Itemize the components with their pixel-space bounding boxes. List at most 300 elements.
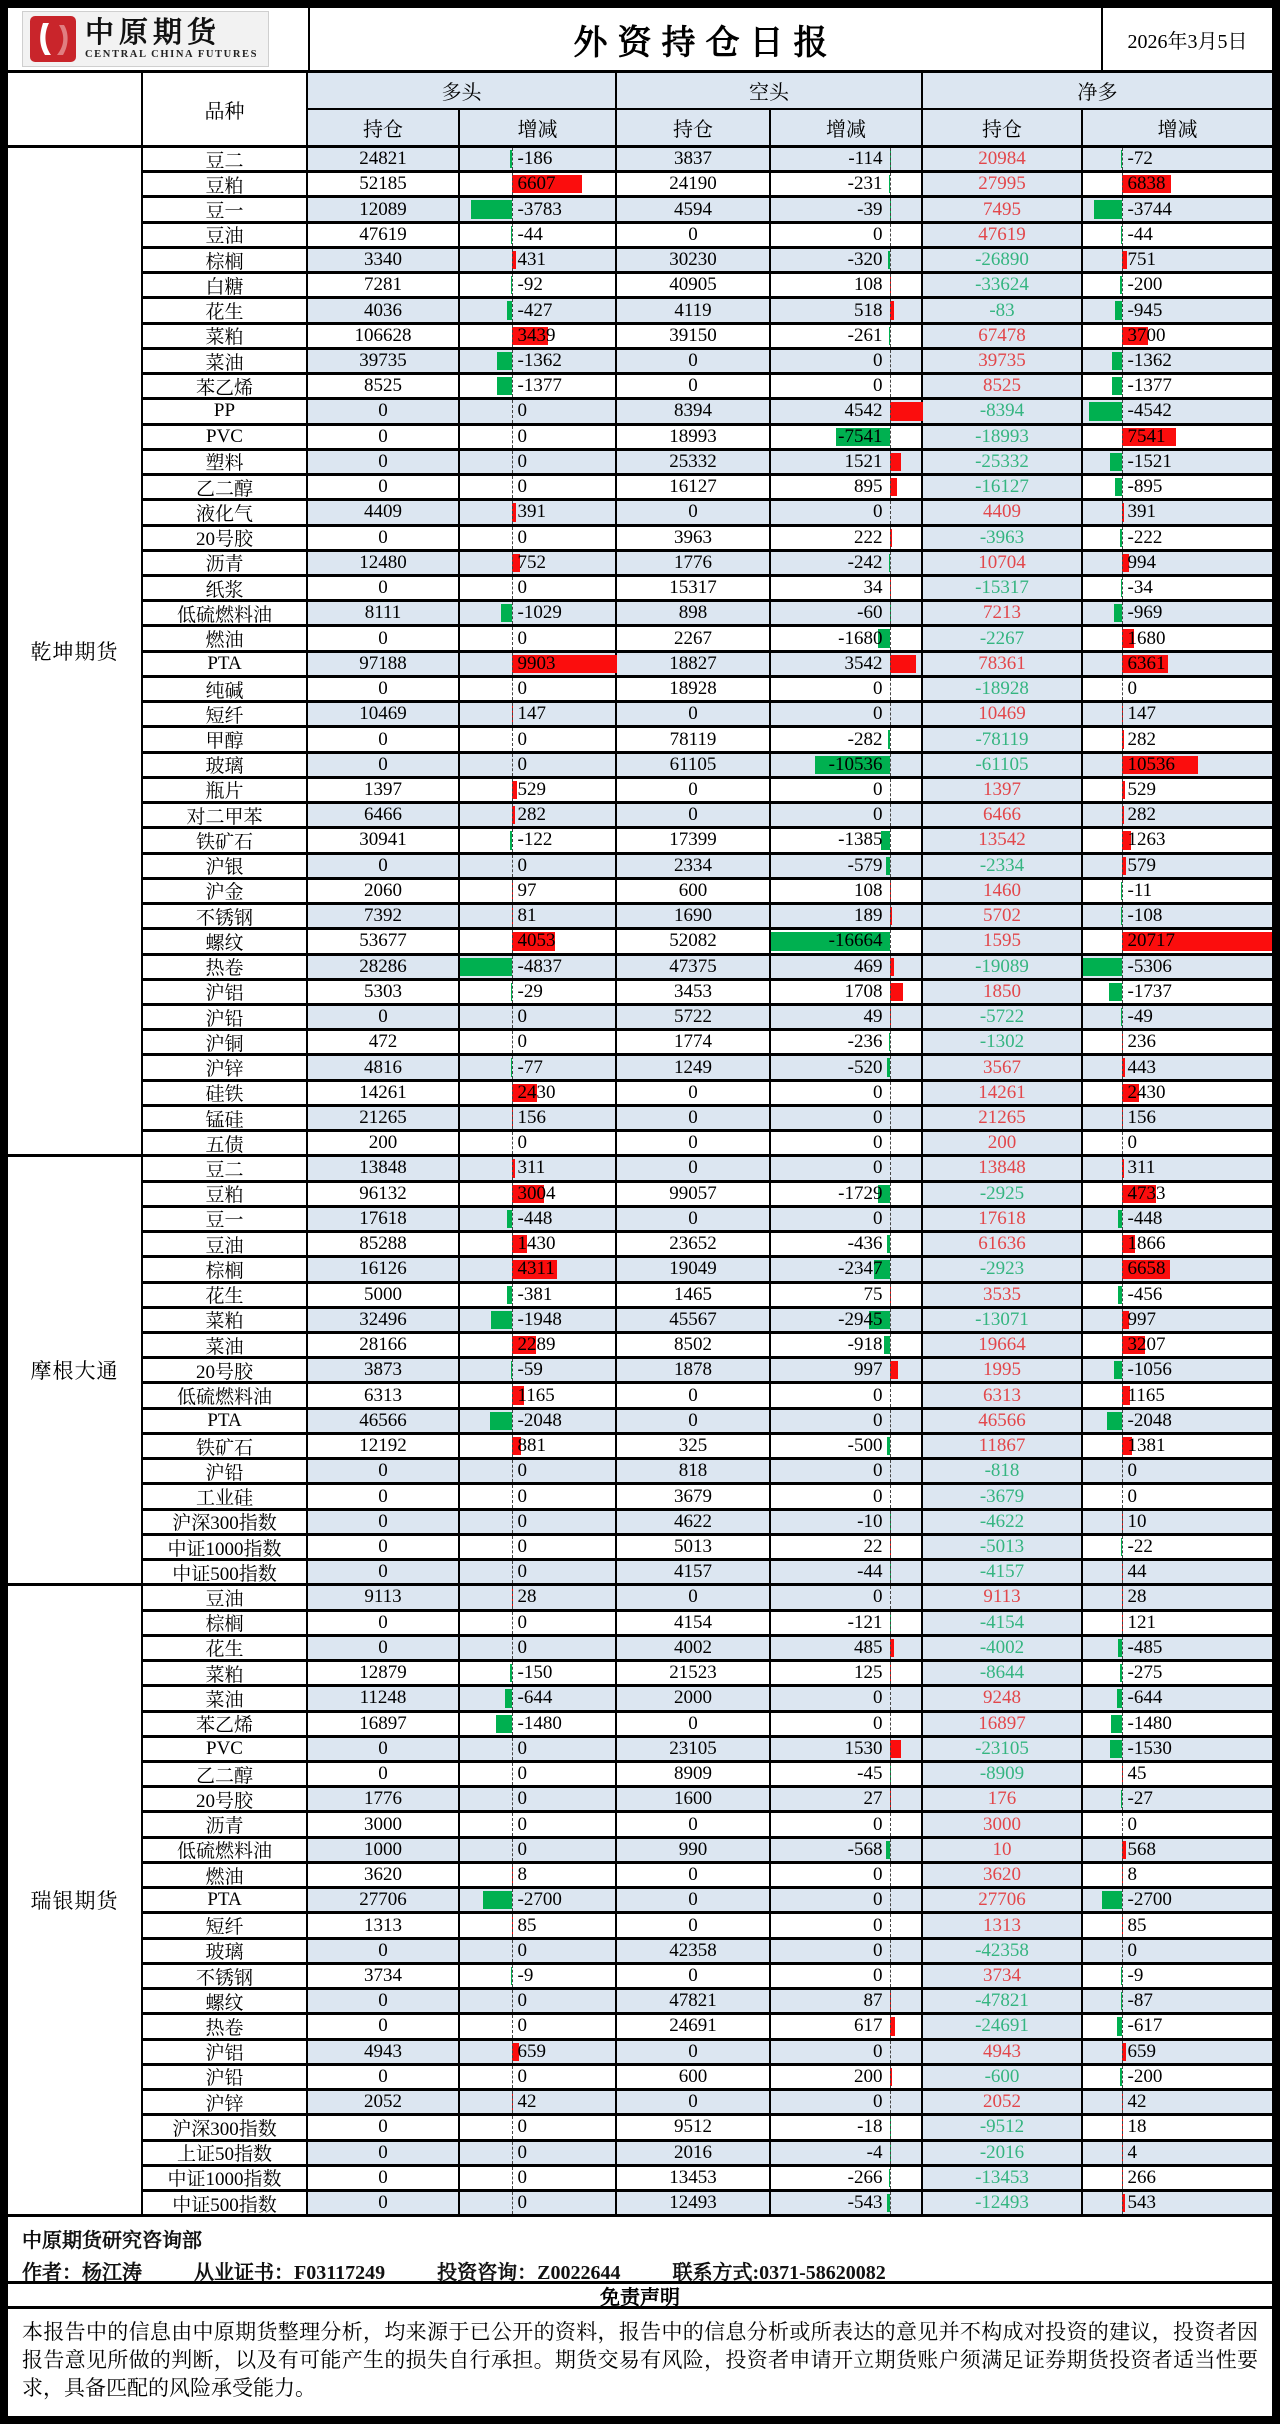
- net-change-cell: [1083, 577, 1272, 602]
- short-change-cell: [771, 1839, 923, 1864]
- bar-axis-line: [1122, 375, 1123, 397]
- change-value: 18: [1127, 2116, 1147, 2138]
- variety-cell: 沪铝: [143, 981, 308, 1006]
- change-value: -895: [1127, 476, 1163, 498]
- long-change-cell: [460, 552, 617, 577]
- bar-axis-line: [1122, 855, 1123, 877]
- long-position-cell: 14261: [308, 1082, 460, 1107]
- bar-axis-line: [890, 476, 891, 498]
- change-value: 85: [517, 1914, 537, 1936]
- bar-axis-line: [890, 1435, 891, 1457]
- bar-axis-line: [890, 527, 891, 549]
- change-value: -543: [847, 2192, 883, 2214]
- bar-axis-line: [1122, 829, 1123, 851]
- long-change-cell: [460, 1839, 617, 1864]
- short-change-cell: [771, 2041, 923, 2066]
- long-position-cell: 0: [308, 1763, 460, 1788]
- bar-axis-line: [890, 1157, 891, 1179]
- change-value: 222: [853, 526, 883, 548]
- bar-axis-line: [890, 1006, 891, 1028]
- short-change-cell: [771, 728, 923, 753]
- short-change-cell: [771, 375, 923, 400]
- bar-axis-line: [512, 198, 513, 220]
- short-change-cell: [771, 1940, 923, 1965]
- net-position-cell: -4154: [923, 1612, 1083, 1637]
- variety-cell: 短纤: [143, 1914, 308, 1939]
- bar-axis-line: [1122, 1258, 1123, 1280]
- change-value: -1362: [517, 349, 562, 371]
- long-position-cell: 1776: [308, 1788, 460, 1813]
- bar-axis-line: [1122, 1637, 1123, 1659]
- change-value: 0: [872, 1889, 883, 1911]
- change-value: 0: [517, 1636, 528, 1658]
- net-position-cell: -1302: [923, 1031, 1083, 1056]
- short-position-cell: 25332: [617, 451, 771, 476]
- long-change-cell: [460, 1384, 617, 1409]
- long-position-cell: 10469: [308, 703, 460, 728]
- change-value: 0: [872, 501, 883, 523]
- long-change-cell: [460, 1082, 617, 1107]
- long-position-cell: 5000: [308, 1284, 460, 1309]
- long-position-cell: 0: [308, 1561, 460, 1586]
- change-value: 617: [853, 2015, 883, 2037]
- net-position-cell: -26890: [923, 249, 1083, 274]
- bar-axis-line: [890, 1889, 891, 1911]
- change-value: 0: [872, 1687, 883, 1709]
- short-change-cell: [771, 956, 923, 981]
- long-position-cell: 1313: [308, 1914, 460, 1939]
- change-value: -10536: [828, 753, 883, 775]
- short-change-cell: [771, 1056, 923, 1081]
- short-position-cell: 2000: [617, 1687, 771, 1712]
- bar-axis-line: [1122, 1763, 1123, 1785]
- long-position-cell: 3000: [308, 1813, 460, 1838]
- change-value: 10: [1127, 1510, 1147, 1532]
- change-value: -381: [517, 1283, 553, 1305]
- change-value: 1165: [1127, 1384, 1165, 1406]
- short-position-cell: 0: [617, 1914, 771, 1939]
- long-position-cell: 85288: [308, 1233, 460, 1258]
- short-position-cell: 30230: [617, 249, 771, 274]
- net-change-cell: [1083, 1914, 1272, 1939]
- net-change-cell: [1083, 779, 1272, 804]
- short-change-cell: [771, 779, 923, 804]
- net-change-cell: [1083, 2041, 1272, 2066]
- short-change-cell: [771, 198, 923, 223]
- variety-cell: 沪铅: [143, 1006, 308, 1031]
- short-change-cell: [771, 299, 923, 324]
- short-change-cell: [771, 249, 923, 274]
- variety-cell: 沥青: [143, 552, 308, 577]
- change-value: -644: [1127, 1687, 1163, 1709]
- net-position-cell: 1397: [923, 779, 1083, 804]
- net-position-cell: -2334: [923, 855, 1083, 880]
- long-change-cell: [460, 1536, 617, 1561]
- bar-axis-line: [1122, 1788, 1123, 1810]
- bar-axis-line: [512, 2167, 513, 2189]
- net-change-cell: [1083, 1511, 1272, 1536]
- net-change-cell: [1083, 1940, 1272, 1965]
- bar-axis-line: [512, 829, 513, 851]
- change-value: 994: [1127, 551, 1157, 573]
- change-value: 579: [1127, 854, 1157, 876]
- long-change-cell: [460, 2167, 617, 2192]
- bar-axis-line: [1122, 1410, 1123, 1432]
- bar-axis-line: [890, 426, 891, 448]
- change-value: 0: [872, 1712, 883, 1734]
- variety-cell: 棕榈: [143, 1258, 308, 1283]
- bar-axis-line: [890, 148, 891, 170]
- long-change-cell: [460, 274, 617, 299]
- bar-axis-line: [890, 198, 891, 220]
- bar-axis-line: [512, 754, 513, 776]
- long-change-cell: [460, 350, 617, 375]
- short-position-cell: 600: [617, 880, 771, 905]
- negative-change-bar: [884, 1336, 891, 1354]
- header-group-net: 净多: [923, 73, 1272, 110]
- bar-axis-line: [1122, 1586, 1123, 1608]
- change-value: 0: [517, 2015, 528, 2037]
- change-value: 997: [853, 1359, 883, 1381]
- long-change-cell: [460, 1435, 617, 1460]
- long-change-cell: [460, 375, 617, 400]
- change-value: -275: [1127, 1662, 1163, 1684]
- net-position-cell: 39735: [923, 350, 1083, 375]
- short-position-cell: 15317: [617, 577, 771, 602]
- long-position-cell: 3734: [308, 1965, 460, 1990]
- bar-axis-line: [890, 678, 891, 700]
- change-value: 0: [517, 1536, 528, 1557]
- long-position-cell: 0: [308, 754, 460, 779]
- short-change-cell: [771, 880, 923, 905]
- bar-axis-line: [1122, 1687, 1123, 1709]
- long-change-cell: [460, 1662, 617, 1687]
- negative-change-bar: [1083, 958, 1122, 976]
- long-position-cell: 12089: [308, 198, 460, 223]
- change-value: 3700: [1127, 324, 1166, 346]
- net-position-cell: -15317: [923, 577, 1083, 602]
- variety-cell: 瓶片: [143, 779, 308, 804]
- net-change-cell: [1083, 1334, 1272, 1359]
- variety-cell: 不锈钢: [143, 905, 308, 930]
- long-change-cell: [460, 1309, 617, 1334]
- short-position-cell: 47821: [617, 1990, 771, 2015]
- company-name-en: CENTRAL CHINA FUTURES: [85, 48, 259, 60]
- long-position-cell: 24821: [308, 148, 460, 173]
- change-value: 895: [853, 476, 883, 498]
- variety-cell: 棕榈: [143, 249, 308, 274]
- header-variety: 品种: [143, 73, 308, 148]
- long-change-cell: [460, 1511, 617, 1536]
- change-value: 87: [863, 1990, 883, 2012]
- bar-axis-line: [890, 224, 891, 246]
- bar-axis-line: [512, 1839, 513, 1861]
- bar-axis-line: [1122, 1107, 1123, 1129]
- change-value: 0: [517, 400, 528, 422]
- short-position-cell: 5722: [617, 1006, 771, 1031]
- long-change-cell: [460, 2192, 617, 2217]
- long-change-cell: [460, 1713, 617, 1738]
- change-value: 3439: [517, 324, 556, 346]
- net-change-cell: [1083, 1107, 1272, 1132]
- short-change-cell: [771, 1359, 923, 1384]
- bar-axis-line: [1122, 1889, 1123, 1911]
- change-value: -10: [857, 1510, 883, 1532]
- short-position-cell: 0: [617, 703, 771, 728]
- net-position-cell: -3963: [923, 527, 1083, 552]
- variety-cell: 中证1000指数: [143, 2167, 308, 2192]
- change-value: -29: [517, 980, 543, 1002]
- long-change-cell: [460, 829, 617, 854]
- short-position-cell: 0: [617, 1965, 771, 1990]
- variety-cell: 菜粕: [143, 1662, 308, 1687]
- short-position-cell: 16127: [617, 476, 771, 501]
- short-change-cell: [771, 2192, 923, 2217]
- long-position-cell: 27706: [308, 1889, 460, 1914]
- change-value: -200: [1127, 2065, 1163, 2087]
- net-change-cell: [1083, 829, 1272, 854]
- short-change-cell: [771, 1561, 923, 1586]
- bar-axis-line: [1122, 905, 1123, 927]
- short-position-cell: 0: [617, 779, 771, 804]
- change-value: -150: [517, 1662, 553, 1684]
- section-label: 乾坤期货: [8, 148, 143, 1157]
- short-change-cell: [771, 1309, 923, 1334]
- variety-cell: 豆油: [143, 1233, 308, 1258]
- short-change-cell: [771, 1410, 923, 1435]
- net-position-cell: 1313: [923, 1914, 1083, 1939]
- change-value: 282: [517, 804, 547, 826]
- bar-axis-line: [1122, 754, 1123, 776]
- header-short-change: 增减: [771, 110, 923, 148]
- change-value: 0: [517, 728, 528, 750]
- change-value: -617: [1127, 2015, 1163, 2037]
- long-change-cell: [460, 2066, 617, 2091]
- change-value: -320: [847, 249, 883, 271]
- bar-axis-line: [512, 2142, 513, 2164]
- short-change-cell: [771, 224, 923, 249]
- net-position-cell: -19089: [923, 956, 1083, 981]
- bar-axis-line: [1122, 1965, 1123, 1987]
- change-value: -1948: [517, 1308, 562, 1330]
- change-value: -1029: [517, 602, 562, 624]
- bar-axis-line: [1122, 1334, 1123, 1356]
- short-position-cell: 0: [617, 1713, 771, 1738]
- long-change-cell: [460, 1889, 617, 1914]
- short-position-cell: 23105: [617, 1738, 771, 1763]
- short-change-cell: [771, 1031, 923, 1056]
- net-position-cell: -83: [923, 299, 1083, 324]
- bar-axis-line: [1122, 2066, 1123, 2088]
- net-position-cell: 176: [923, 1788, 1083, 1813]
- long-position-cell: 1000: [308, 1839, 460, 1864]
- long-change-cell: [460, 1586, 617, 1611]
- bar-axis-line: [1122, 2116, 1123, 2138]
- bar-axis-line: [512, 400, 513, 422]
- change-value: 0: [517, 1132, 528, 1154]
- change-value: 0: [517, 1611, 528, 1633]
- bar-axis-line: [1122, 426, 1123, 448]
- short-change-cell: [771, 501, 923, 526]
- net-change-cell: [1083, 2192, 1272, 2217]
- change-value: 0: [517, 2166, 528, 2188]
- variety-cell: 20号胶: [143, 1359, 308, 1384]
- bar-axis-line: [890, 981, 891, 1003]
- net-change-cell: [1083, 1056, 1272, 1081]
- short-change-cell: [771, 2142, 923, 2167]
- change-value: -236: [847, 1031, 883, 1053]
- change-value: 0: [517, 1838, 528, 1860]
- bar-axis-line: [890, 1309, 891, 1331]
- change-value: -108: [1127, 905, 1163, 927]
- short-change-cell: [771, 173, 923, 198]
- change-value: 9903: [517, 652, 556, 674]
- variety-cell: 燃油: [143, 627, 308, 652]
- bar-axis-line: [890, 2142, 891, 2164]
- net-position-cell: 3734: [923, 1965, 1083, 1990]
- change-value: -1680: [838, 627, 883, 649]
- net-position-cell: -13071: [923, 1309, 1083, 1334]
- long-change-cell: [460, 728, 617, 753]
- short-position-cell: 4594: [617, 198, 771, 223]
- variety-cell: 玻璃: [143, 754, 308, 779]
- short-change-cell: [771, 2015, 923, 2040]
- net-position-cell: -2923: [923, 1258, 1083, 1283]
- bar-axis-line: [890, 1132, 891, 1154]
- change-value: 0: [517, 425, 528, 447]
- short-change-cell: [771, 1763, 923, 1788]
- net-position-cell: -2016: [923, 2142, 1083, 2167]
- bar-axis-line: [512, 2091, 513, 2113]
- bar-axis-line: [890, 1107, 891, 1129]
- net-change-cell: [1083, 426, 1272, 451]
- header-net-change: 增减: [1083, 110, 1272, 148]
- short-position-cell: 9512: [617, 2116, 771, 2141]
- long-position-cell: 0: [308, 1990, 460, 2015]
- long-position-cell: 17618: [308, 1208, 460, 1233]
- bar-axis-line: [512, 1738, 513, 1760]
- bar-axis-line: [512, 678, 513, 700]
- bar-axis-line: [512, 552, 513, 574]
- change-value: 2430: [517, 1081, 556, 1103]
- net-change-cell: [1083, 2066, 1272, 2091]
- change-value: -77: [517, 1056, 543, 1078]
- bar-axis-line: [512, 476, 513, 498]
- short-position-cell: 24190: [617, 173, 771, 198]
- net-position-cell: 13848: [923, 1157, 1083, 1182]
- bar-axis-line: [890, 1056, 891, 1078]
- change-value: -16664: [828, 930, 883, 952]
- bar-axis-line: [512, 299, 513, 321]
- net-position-cell: -13453: [923, 2167, 1083, 2192]
- long-position-cell: 0: [308, 627, 460, 652]
- bar-axis-line: [512, 274, 513, 296]
- change-value: 0: [517, 678, 528, 700]
- change-value: 0: [872, 1409, 883, 1431]
- net-change-cell: [1083, 905, 1272, 930]
- change-value: 659: [517, 2040, 547, 2062]
- disclaimer-title: 免责声明: [8, 2284, 1272, 2309]
- change-value: -39: [857, 198, 883, 220]
- short-change-cell: [771, 930, 923, 955]
- short-position-cell: 3963: [617, 527, 771, 552]
- net-position-cell: -4622: [923, 1511, 1083, 1536]
- short-change-cell: [771, 325, 923, 350]
- short-change-cell: [771, 602, 923, 627]
- bar-axis-line: [890, 451, 891, 473]
- net-change-cell: [1083, 1713, 1272, 1738]
- net-position-cell: 13542: [923, 829, 1083, 854]
- long-position-cell: 6313: [308, 1384, 460, 1409]
- short-change-cell: [771, 1183, 923, 1208]
- long-position-cell: 12480: [308, 552, 460, 577]
- variety-cell: 对二甲苯: [143, 804, 308, 829]
- change-value: 42: [1127, 2091, 1147, 2113]
- short-change-cell: [771, 754, 923, 779]
- bar-axis-line: [890, 1813, 891, 1835]
- net-change-cell: [1083, 1132, 1272, 1157]
- change-value: 0: [517, 1561, 528, 1583]
- long-change-cell: [460, 2142, 617, 2167]
- long-change-cell: [460, 779, 617, 804]
- short-position-cell: 1690: [617, 905, 771, 930]
- change-value: 10536: [1127, 753, 1176, 775]
- bar-axis-line: [890, 804, 891, 826]
- short-position-cell: 78119: [617, 728, 771, 753]
- long-change-cell: [460, 804, 617, 829]
- change-value: 75: [863, 1283, 883, 1305]
- variety-cell: 棕榈: [143, 1612, 308, 1637]
- long-position-cell: 53677: [308, 930, 460, 955]
- change-value: 22: [863, 1536, 883, 1557]
- net-change-cell: [1083, 1889, 1272, 1914]
- negative-change-bar: [1111, 1715, 1122, 1733]
- change-value: 0: [872, 1460, 883, 1482]
- change-value: -9: [517, 1964, 534, 1986]
- bar-axis-line: [890, 577, 891, 599]
- long-change-cell: [460, 1637, 617, 1662]
- net-position-cell: 27706: [923, 1889, 1083, 1914]
- long-change-cell: [460, 1157, 617, 1182]
- bar-axis-line: [1122, 1561, 1123, 1583]
- header-group-short: 空头: [617, 73, 923, 110]
- negative-change-bar: [1094, 200, 1121, 218]
- short-position-cell: 61105: [617, 754, 771, 779]
- change-value: -44: [1127, 223, 1153, 245]
- negative-change-bar: [1110, 453, 1121, 471]
- short-position-cell: 0: [617, 1384, 771, 1409]
- change-value: -918: [847, 1334, 883, 1356]
- net-position-cell: 10469: [923, 703, 1083, 728]
- bar-axis-line: [1122, 602, 1123, 624]
- change-value: -49: [1127, 1006, 1153, 1028]
- bar-axis-line: [512, 148, 513, 170]
- change-value: 0: [1127, 1939, 1138, 1961]
- net-position-cell: 200: [923, 1132, 1083, 1157]
- long-position-cell: 0: [308, 2066, 460, 2091]
- long-change-cell: [460, 602, 617, 627]
- variety-cell: 菜油: [143, 1334, 308, 1359]
- net-position-cell: 1595: [923, 930, 1083, 955]
- bar-axis-line: [890, 2192, 891, 2214]
- change-value: -4: [866, 2141, 883, 2163]
- change-value: 1530: [844, 1737, 883, 1759]
- bar-axis-line: [890, 1384, 891, 1406]
- change-value: -436: [847, 1233, 883, 1255]
- short-change-cell: [771, 905, 923, 930]
- net-change-cell: [1083, 1031, 1272, 1056]
- bar-axis-line: [512, 1612, 513, 1634]
